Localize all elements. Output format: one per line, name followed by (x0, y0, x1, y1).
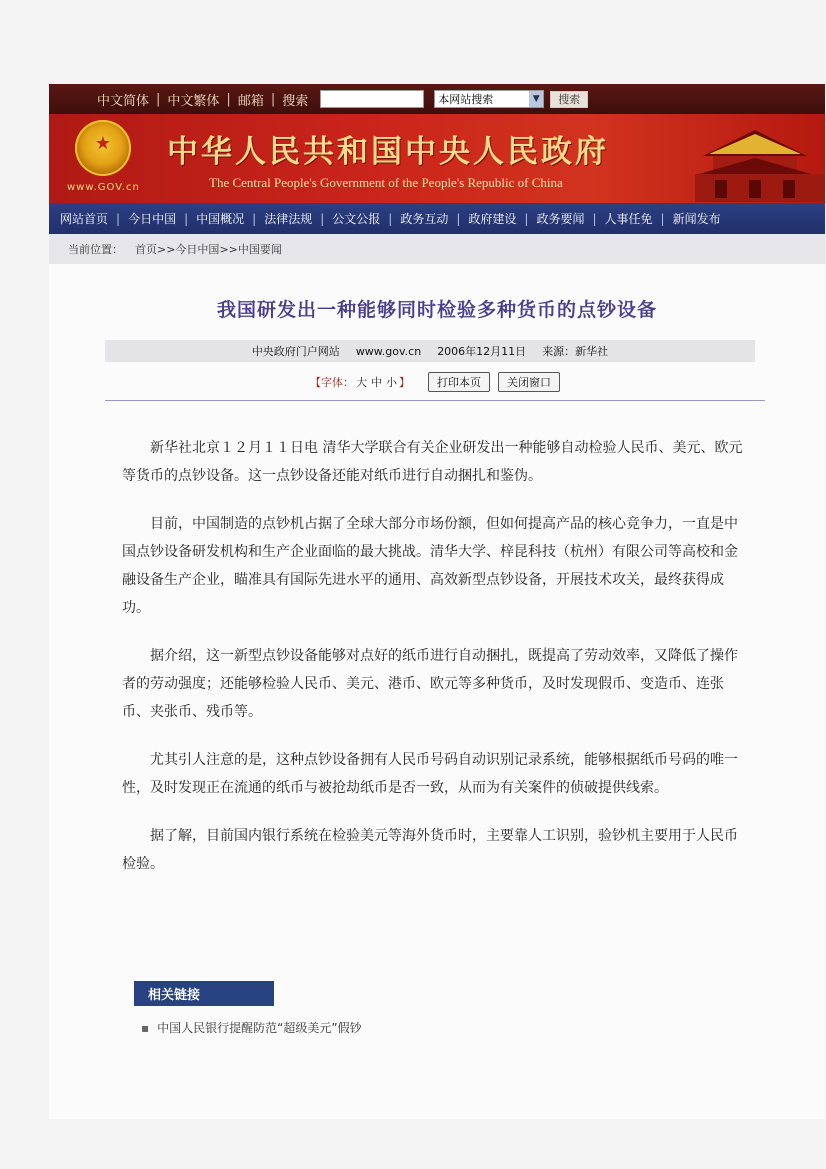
meta-site: 中央政府门户网站 (251, 345, 340, 358)
font-small-button[interactable]: 小 (386, 376, 397, 389)
page (49, 84, 825, 1119)
nav-item-home[interactable]: 网站首页 (60, 212, 109, 226)
divider (105, 400, 765, 401)
search-scope-value: 本网站搜索 (438, 93, 494, 106)
meta-date: 2006年12月11日 (437, 345, 527, 358)
article-meta (105, 340, 755, 362)
meta-url: www.gov.cn (355, 344, 422, 358)
related-links-heading: 相关链接 (134, 981, 274, 1006)
search-button[interactable]: 搜索 (550, 91, 588, 108)
nav-item-government-building[interactable]: 政府建设 (468, 212, 517, 226)
search-label: 搜索 (282, 93, 309, 109)
nav-item-appointments[interactable]: 人事任免 (604, 212, 653, 226)
nav-item-bulletins[interactable]: 公文公报 (332, 212, 381, 226)
paragraph: 据了解，目前国内银行系统在检验美元等海外货币时，主要靠人工识别，验钞机主要用于人民币检验。 (122, 828, 738, 872)
bullet-icon: ▪ (141, 1021, 150, 1035)
close-window-button[interactable]: 关闭窗口 (498, 372, 560, 392)
article-body (122, 434, 745, 898)
main-nav: 网站首页 | 今日中国 | 中国概况 | 法律法规 | 公文公报 | 政务互动 | 政府建设 | 政务要闻 | 人事任免 | 新闻发布 (49, 203, 825, 234)
top-links: 中文简体 | 中文繁体 | 邮箱 | 搜索 (97, 91, 309, 109)
link-mailbox[interactable]: 邮箱 (237, 93, 264, 109)
nav-item-press-release[interactable]: 新闻发布 (672, 212, 721, 226)
font-size-control: 【字体： 大 中 小 】 (310, 376, 410, 389)
national-emblem-icon[interactable] (75, 120, 131, 176)
font-large-button[interactable]: 大 (356, 376, 367, 389)
print-button[interactable]: 打印本页 (428, 372, 490, 392)
site-subtitle: The Central People's Government of the People's Republic of China (209, 175, 563, 190)
breadcrumb-today-china[interactable]: 今日中国 (175, 243, 220, 256)
site-title: 中华人民共和国中央人民政府 (167, 134, 609, 170)
paragraph: 目前，中国制造的点钞机占据了全球大部分市场份额，但如何提高产品的核心竞争力，一直是中国点钞设备研发机构和生产企业面临的最大挑战。清华大学、梓昆科技（杭州）有限公司等高校和金融设备生产企业，瞄准具有国际先进水平的通用、高效新型点钞设备，开展技术攻关，最终获得成功。 (122, 516, 738, 616)
article-title: 我国研发出一种能够同时检验多种货币的点钞设备 (216, 299, 657, 321)
search-input[interactable] (320, 90, 424, 108)
nav-item-china-overview[interactable]: 中国概况 (196, 212, 245, 226)
tiananmen-gate-icon (685, 116, 825, 202)
paragraph: 据介绍，这一新型点钞设备能够对点好的纸币进行自动捆扎，既提高了劳动效率，又降低了操作者的劳动强度；还能够检验人民币、美元、港币、欧元等多种货币，及时发现假币、变造币、连张币、夹张币、残币等。 (122, 648, 738, 720)
breadcrumb-china-news[interactable]: 中国要闻 (237, 243, 282, 256)
font-medium-button[interactable]: 中 (371, 376, 382, 389)
search-scope-select[interactable] (434, 90, 544, 108)
top-bar (49, 84, 825, 114)
nav-item-interaction[interactable]: 政务互动 (400, 212, 449, 226)
article-tools (49, 371, 825, 393)
paragraph: 尤其引人注意的是，这种点钞设备拥有人民币号码自动识别记录系统，能够根据纸币号码的唯一性，及时发现正在流通的纸币与被抢劫纸币是否一致，从而为有关案件的侦破提供线索。 (122, 752, 738, 796)
paragraph: 新华社北京１２月１１日电 清华大学联合有关企业研发出一种能够自动检验人民币、美元、欧元等货币的点钞设备。这一点钞设备还能对纸币进行自动捆扎和鉴伪。 (122, 440, 743, 484)
breadcrumb: 当前位置： 首页 >> 今日中国 >> 中国要闻 (49, 234, 825, 264)
nav-item-today-china[interactable]: 今日中国 (128, 212, 177, 226)
breadcrumb-label: 当前位置： (68, 243, 123, 256)
meta-source: 来源：新华社 (542, 345, 609, 358)
related-link[interactable]: ▪ 中国人民银行提醒防范“超级美元”假钞 (141, 1021, 362, 1035)
link-simplified-chinese[interactable]: 中文简体 (97, 93, 150, 109)
chevron-down-icon[interactable]: ▼ (529, 91, 543, 107)
site-banner (49, 114, 825, 203)
link-traditional-chinese[interactable]: 中文繁体 (167, 93, 220, 109)
star-icon: ★ (94, 133, 112, 154)
site-logo-text: www.GOV.cn (67, 182, 140, 193)
breadcrumb-home[interactable]: 首页 (135, 243, 157, 256)
nav-item-news[interactable]: 政务要闻 (536, 212, 585, 226)
nav-item-laws[interactable]: 法律法规 (264, 212, 313, 226)
